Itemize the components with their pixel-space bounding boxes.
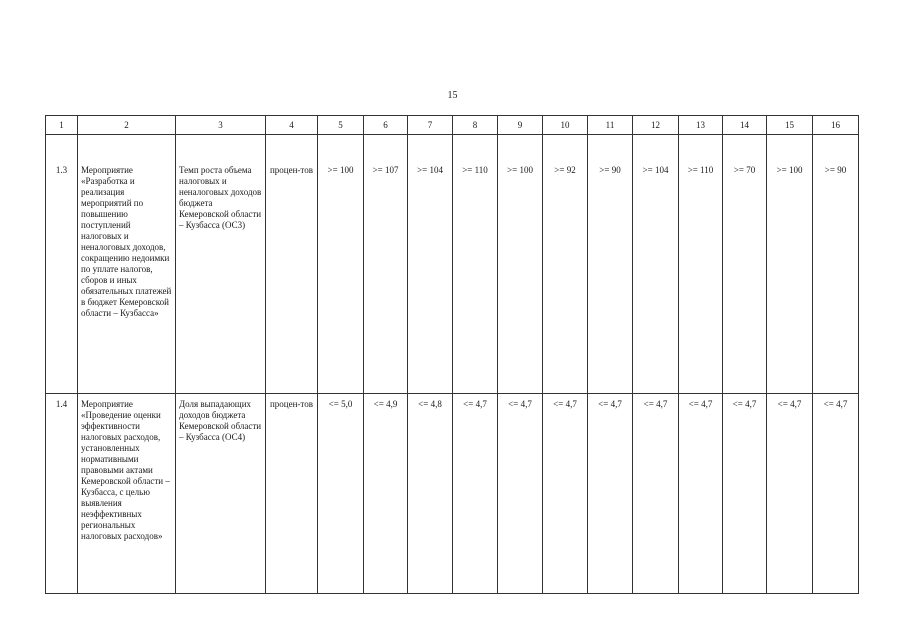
indicator-cell: Доля выпадающих доходов бюджета Кемеровской области – Кузбасса (ОС4) [176, 394, 266, 594]
table-row [46, 135, 859, 394]
row-number: 1.3 [46, 135, 78, 394]
header-cell: 2 [78, 116, 176, 135]
value-cell: <= 4,9 [364, 394, 408, 594]
header-cell: 8 [453, 116, 498, 135]
value-cell: <= 4,8 [408, 394, 453, 594]
header-row [46, 116, 859, 135]
value-cell: >= 90 [588, 135, 633, 394]
value-cell: >= 100 [767, 135, 813, 394]
value-cell: >= 70 [723, 135, 767, 394]
indicator-cell: Темп роста объема налоговых и неналоговых доходов бюджета Кемеровской области – Кузбасса (ОС3) [176, 135, 266, 394]
header-cell: 16 [813, 116, 859, 135]
value-cell: <= 4,7 [543, 394, 588, 594]
value-cell: <= 4,7 [633, 394, 679, 594]
header-cell: 3 [176, 116, 266, 135]
table-row [46, 394, 859, 594]
header-cell: 10 [543, 116, 588, 135]
value-cell: <= 5,0 [318, 394, 364, 594]
unit-cell: процен-тов [266, 135, 318, 394]
value-cell: >= 104 [408, 135, 453, 394]
value-cell: >= 100 [498, 135, 543, 394]
indicators-table [45, 115, 859, 594]
value-cell: <= 4,7 [679, 394, 723, 594]
value-cell: <= 4,7 [498, 394, 543, 594]
header-cell: 13 [679, 116, 723, 135]
header-cell: 11 [588, 116, 633, 135]
value-cell: <= 4,7 [813, 394, 859, 594]
header-cell: 12 [633, 116, 679, 135]
header-cell: 7 [408, 116, 453, 135]
page-number: 15 [447, 90, 458, 101]
header-cell: 5 [318, 116, 364, 135]
value-cell: >= 100 [318, 135, 364, 394]
value-cell: >= 92 [543, 135, 588, 394]
header-cell: 1 [46, 116, 78, 135]
value-cell: <= 4,7 [453, 394, 498, 594]
header-cell: 6 [364, 116, 408, 135]
value-cell: >= 90 [813, 135, 859, 394]
header-cell: 15 [767, 116, 813, 135]
value-cell: >= 104 [633, 135, 679, 394]
value-cell: <= 4,7 [723, 394, 767, 594]
value-cell: <= 4,7 [767, 394, 813, 594]
event-cell: Мероприятие «Проведение оценки эффективности налоговых расходов, установленных нормативными правовыми актами Кемеровской области – Кузбасса, с целью выявления неэффективных региональных налоговых расходов» [78, 394, 176, 594]
header-cell: 9 [498, 116, 543, 135]
value-cell: >= 107 [364, 135, 408, 394]
row-number: 1.4 [46, 394, 78, 594]
header-cell: 4 [266, 116, 318, 135]
value-cell: <= 4,7 [588, 394, 633, 594]
header-cell: 14 [723, 116, 767, 135]
value-cell: >= 110 [679, 135, 723, 394]
value-cell: >= 110 [453, 135, 498, 394]
event-cell: Мероприятие «Разработка и реализация мероприятий по повышению поступлений налоговых и неналоговых доходов, сокращению недоимки по уплате налогов, сборов и иных обязательных платежей в бюджет Кемеровской области – Кузбасса» [78, 135, 176, 394]
unit-cell: процен-тов [266, 394, 318, 594]
